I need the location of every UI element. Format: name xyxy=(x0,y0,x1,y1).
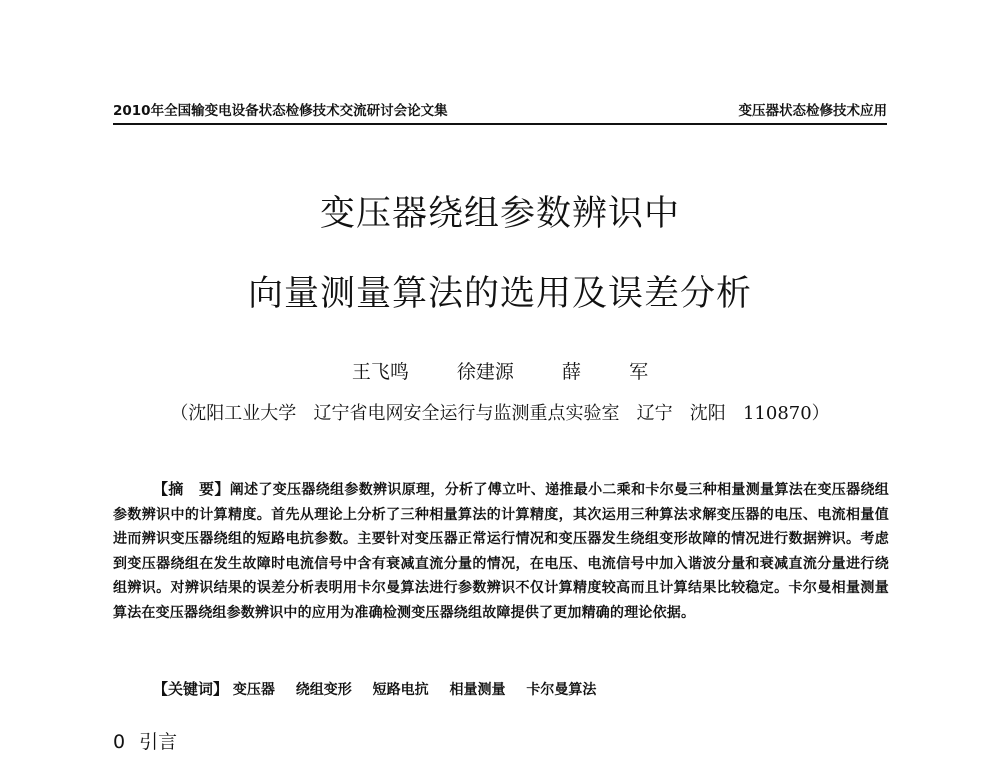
keyword: 相量测量 xyxy=(449,682,506,698)
section-heading xyxy=(113,727,177,754)
keyword: 短路电抗 xyxy=(372,682,429,698)
keywords xyxy=(153,678,889,699)
running-head xyxy=(113,97,887,125)
paper-title-line-1: 变压器绕组参数辨识中 xyxy=(319,194,680,234)
paper-title-line-2: 向量测量算法的选用及误差分析 xyxy=(247,274,752,314)
keywords-label: 【关键词】 xyxy=(153,680,229,698)
abstract-text: 阐述了变压器绕组参数辨识原理，分析了傅立叶、递推最小二乘和卡尔曼三种相量测量算法在变压器绕组参数辨识中的计算精度。首先从理论上分析了三种相量算法的计算精度，其次运用三种算法求解变压器的电压、电流相量值进而辨识变压器绕组的短路电抗参数。主要针对变压器正常运行情况和变压器发生绕组变形故障的情况进行数据辨识。考虑到变压器绕组在发生故障时电流信号中含有衰减直流分量的情况，在电压、电流信号中加入谐波分量和衰减直流分量进行绕组辨识。对辨识结果的误差分析表明用卡尔曼算法进行参数辨识不仅计算精度较高而且计算结果比较稳定。卡尔曼相量测量算法在变压器绕组参数辨识中的应用为准确检测变压器绕组故障提供了更加精确的理论依据。 xyxy=(113,482,889,621)
abstract-label: 【摘 要】 xyxy=(153,480,230,498)
abstract xyxy=(113,477,889,626)
section-number: 0 xyxy=(113,731,126,753)
authors: 王飞鸣 徐建源 薛 军 xyxy=(351,361,649,383)
keyword: 变压器 xyxy=(232,682,275,698)
keyword: 卡尔曼算法 xyxy=(526,682,597,698)
proceedings-title: 2010年全国输变电设备状态检修技术交流研讨会论文集 xyxy=(113,103,448,119)
keyword: 绕组变形 xyxy=(295,682,352,698)
affiliation: （沈阳工业大学 辽宁省电网安全运行与监测重点实验室 辽宁 沈阳 110870） xyxy=(170,403,830,424)
section-category: 变压器状态检修技术应用 xyxy=(738,103,887,119)
section-title: 引言 xyxy=(139,731,178,753)
